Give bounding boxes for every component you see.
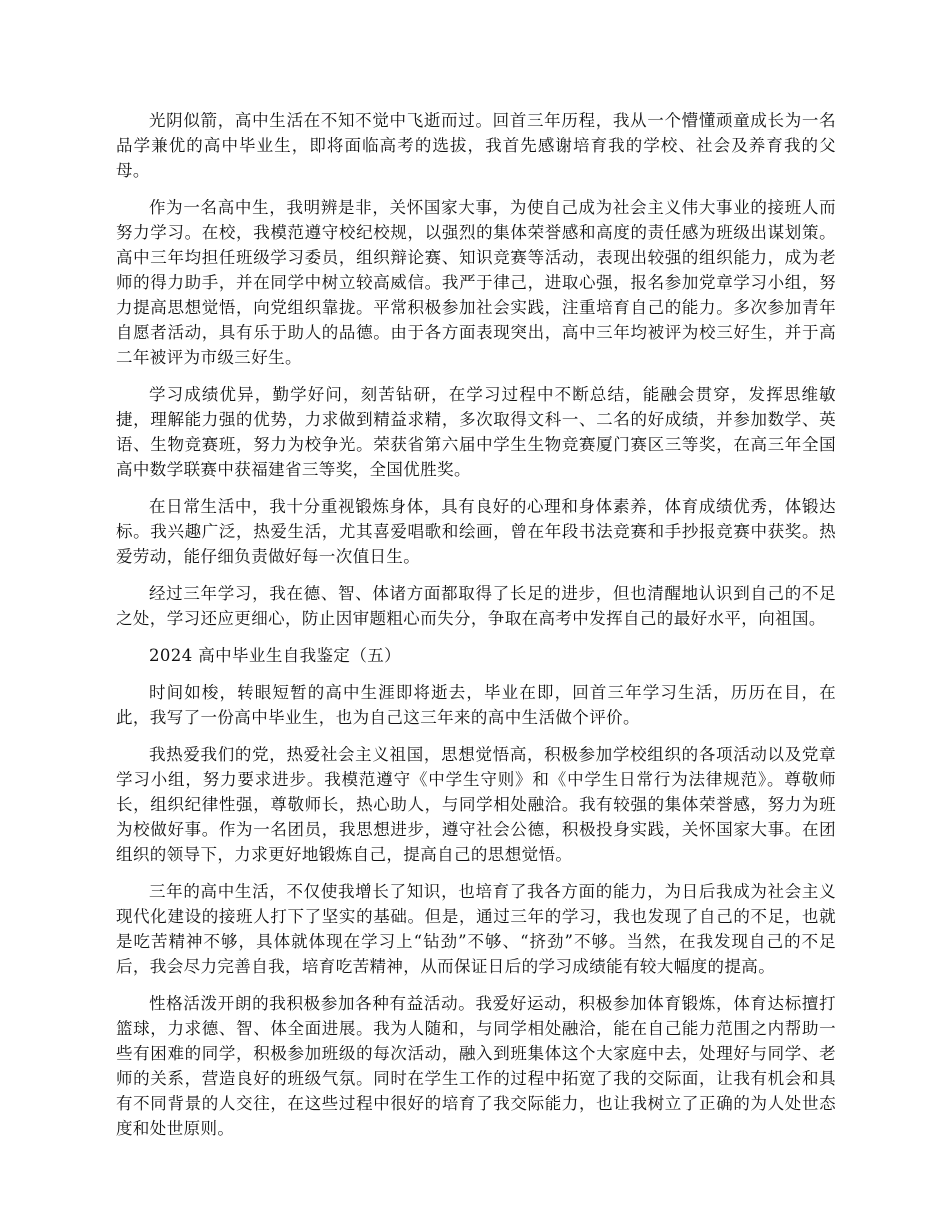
paragraph-4: 在日常生活中，我十分重视锻炼身体，具有良好的心理和身体素养，体育成绩优秀，体锻达标。我兴趣广泛，热爱生活，尤其喜爱唱歌和绘画，曾在年段书法竞赛和手抄报竞赛中获奖。热爱劳动，能仔细负责做好每一次值日生。 (116, 497, 836, 566)
paragraph-6: 时间如梭，转眼短暂的高中生涯即将逝去，毕业在即，回首三年学习生活，历历在目，在此，我写了一份高中毕业生，也为自己这三年来的高中生活做个评价。 (116, 683, 836, 727)
section-heading: 2024 高中毕业生自我鉴定（五） (149, 646, 402, 665)
paragraph-9: 性格活泼开朗的我积极参加各种有益活动。我爱好运动，积极参加体育锻炼，体育达标擅打篮球，力求德、智、体全面进展。我为人随和，与同学相处融洽，能在自己能力范围之内帮助一些有困难的同学，积极参加班级的每次活动，融入到班集体这个大家庭中去，处理好与同学、老师的关系，营造良好的班级气氛。同时在学生工作的过程中拓宽了我的交际面，让我有机会和具有不同背景的人交往，在这些过程中很好的培育了我交际能力，也让我树立了正确的为人处世态度和处世原则。 (116, 994, 836, 1138)
document-page (116, 108, 836, 1153)
paragraph-5: 经过三年学习，我在德、智、体诸方面都取得了长足的进步，但也清醒地认识到自己的不足之处，学习还应更细心，防止因审题粗心而失分，争取在高考中发挥自己的最好水平，向祖国。 (116, 584, 836, 628)
paragraph-7: 我热爱我们的党，热爱社会主义祖国，思想觉悟高，积极参加学校组织的各项活动以及党章学习小组，努力要求进步。我模范遵守《中学生守则》和《中学生日常行为法律规范》。尊敬师长，组织纪律性强，尊敬师长，热心助人，与同学相处融洽。我有较强的集体荣誉感，努力为班为校做好事。作为一名团员，我思想进步，遵守社会公德，积极投身实践，关怀国家大事。在团组织的领导下，力求更好地锻炼自己，提高自己的思想觉悟。 (116, 745, 836, 864)
paragraph-2: 作为一名高中生，我明辨是非，关怀国家大事，为使自己成为社会主义伟大事业的接班人而努力学习。在校，我模范遵守校纪校规，以强烈的集体荣誉感和高度的责任感为班级出谋划策。高中三年均担任班级学习委员，组织辩论赛、知识竞赛等活动，表现出较强的组织能力，成为老师的得力助手，并在同学中树立较高威信。我严于律己，进取心强，报名参加党章学习小组，努力提高思想觉悟，向党组织靠拢。平常积极参加社会实践，注重培育自己的能力。多次参加青年自愿者活动，具有乐于助人的品德。由于各方面表现突出，高中三年均被评为校三好生，并于高二年被评为市级三好生。 (116, 198, 836, 367)
paragraph-1: 光阴似箭，高中生活在不知不觉中飞逝而过。回首三年历程，我从一个懵懂顽童成长为一名品学兼优的高中毕业生，即将面临高考的选拔，我首先感谢培育我的学校、社会及养育我的父母。 (116, 111, 836, 180)
paragraph-3: 学习成绩优异，勤学好问，刻苦钻研，在学习过程中不断总结，能融会贯穿，发挥思维敏捷，理解能力强的优势，力求做到精益求精，多次取得文科一、二名的好成绩，并参加数学、英语、生物竞赛班，努力为校争光。荣获省第六届中学生生物竞赛厦门赛区三等奖，在高三年全国高中数学联赛中获福建省三等奖，全国优胜奖。 (116, 385, 836, 479)
paragraph-8: 三年的高中生活，不仅使我增长了知识，也培育了我各方面的能力，为日后我成为社会主义现代化建设的接班人打下了坚实的基础。但是，通过三年的学习，我也发现了自己的不足，也就是吃苦精神不够，具体就体现在学习上“钻劲”不够、“挤劲”不够。当然，在我发现自己的不足后，我会尽力完善自我，培育吃苦精神，从而保证日后的学习成绩能有较大幅度的提高。 (116, 882, 836, 976)
